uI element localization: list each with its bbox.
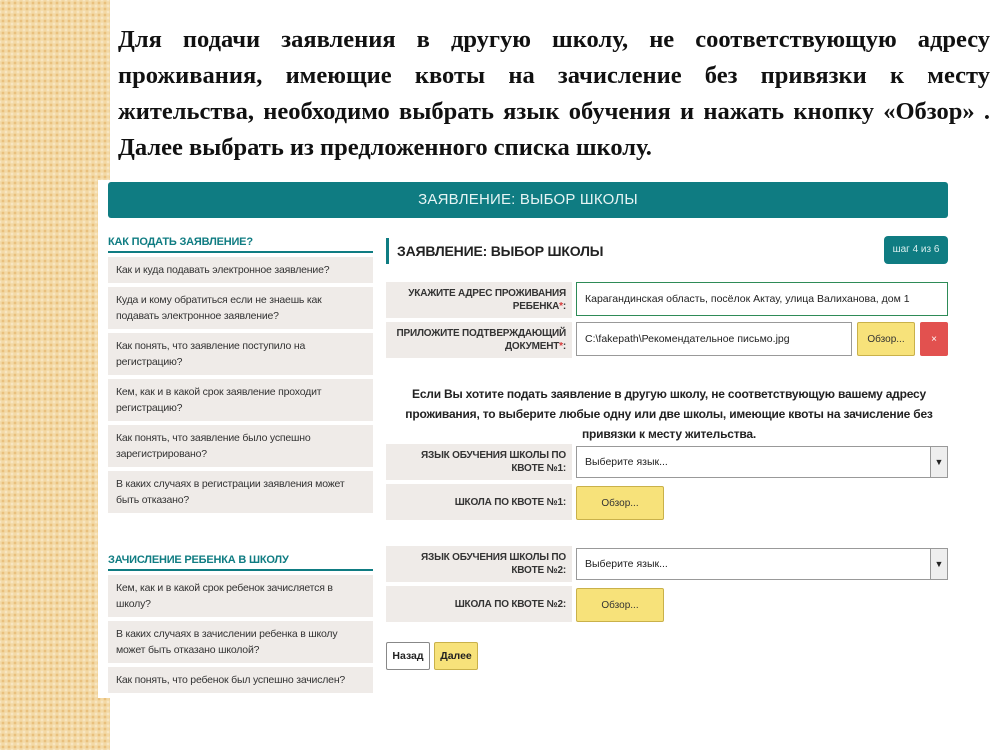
chevron-down-icon[interactable]: ▼ — [930, 549, 947, 579]
screenshot-panel — [98, 180, 958, 698]
faq-item[interactable]: Кем, как и в какой срок ребенок зачисляется в школу? — [108, 575, 373, 617]
document-label: ПРИЛОЖИТЕ ПОДТВЕРЖДАЮЩИЙ ДОКУМЕНТ*: — [386, 322, 572, 358]
faq-heading: ЗАЧИСЛЕНИЕ РЕБЕНКА В ШКОЛУ — [108, 554, 373, 571]
faq-item[interactable]: Куда и кому обратиться если не знаешь как подавать электронное заявление? — [108, 287, 373, 329]
quota1-language-label: ЯЗЫК ОБУЧЕНИЯ ШКОЛЫ ПО КВОТЕ №1: — [386, 444, 572, 480]
faq-item[interactable]: В каких случаях в зачислении ребенка в школу может быть отказано школой? — [108, 621, 373, 663]
address-input[interactable]: Карагандинская область, посёлок Актау, улица Валиханова, дом 1 — [576, 282, 948, 316]
faq-item[interactable]: Кем, как и в какой срок заявление проходит регистрацию? — [108, 379, 373, 421]
quota2-browse-button[interactable]: Обзор... — [576, 588, 664, 622]
quota2-language-label: ЯЗЫК ОБУЧЕНИЯ ШКОЛЫ ПО КВОТЕ №2: — [386, 546, 572, 582]
back-button[interactable]: Назад — [386, 642, 430, 670]
faq-item[interactable]: Как и куда подавать электронное заявление? — [108, 257, 373, 283]
select-value: Выберите язык... — [585, 456, 668, 468]
step-badge: шаг 4 из 6 — [884, 236, 948, 264]
slide-instruction-text: Для подачи заявления в другую школу, не соответствующую адресу проживания, имеющие квоты на зачисление без привязки к месту жительства, необходимо выбрать язык обучения и нажать кнопку «Обзор» . Далее выбрать из предложенного списка школу. — [118, 26, 990, 161]
chevron-down-icon[interactable]: ▼ — [930, 447, 947, 477]
required-marker: * — [559, 341, 563, 352]
select-value: Выберите язык... — [585, 558, 668, 570]
address-label: УКАЖИТЕ АДРЕС ПРОЖИВАНИЯ РЕБЕНКА*: — [386, 282, 572, 318]
quota-notice: Если Вы хотите подать заявление в другую школу, не соответствующую вашему адресу проживания, то выберите любые одну или две школы, имеющие квоты на зачисление без привязки к месту жительства. — [405, 387, 933, 441]
faq-item[interactable]: Как понять, что заявление поступило на регистрацию? — [108, 333, 373, 375]
quota1-language-select[interactable] — [576, 446, 948, 478]
quota1-browse-button[interactable]: Обзор... — [576, 486, 664, 520]
faq-item[interactable]: В каких случаях в регистрации заявления может быть отказано? — [108, 471, 373, 513]
faq-section-how-to-apply — [108, 236, 373, 517]
faq-item[interactable]: Как понять, что заявление было успешно зарегистрировано? — [108, 425, 373, 467]
decorative-side-strip — [0, 0, 110, 750]
quota2-school-label: ШКОЛА ПО КВОТЕ №2: — [386, 586, 572, 622]
quota1-school-label: ШКОЛА ПО КВОТЕ №1: — [386, 484, 572, 520]
required-marker: * — [559, 301, 563, 312]
faq-section-enrollment — [108, 554, 373, 697]
faq-item[interactable]: Как понять, что ребенок был успешно зачислен? — [108, 667, 373, 693]
page-banner: ЗАЯВЛЕНИЕ: ВЫБОР ШКОЛЫ — [108, 182, 948, 218]
document-browse-button[interactable]: Обзор... — [857, 322, 915, 356]
quota2-language-select[interactable] — [576, 548, 948, 580]
document-file-input[interactable]: C:\fakepath\Рекомендательное письмо.jpg — [576, 322, 852, 356]
form-title: ЗАЯВЛЕНИЕ: ВЫБОР ШКОЛЫ — [386, 238, 697, 264]
next-button[interactable]: Далее — [434, 642, 478, 670]
remove-file-button[interactable]: × — [920, 322, 948, 356]
faq-heading: КАК ПОДАТЬ ЗАЯВЛЕНИЕ? — [108, 236, 373, 253]
